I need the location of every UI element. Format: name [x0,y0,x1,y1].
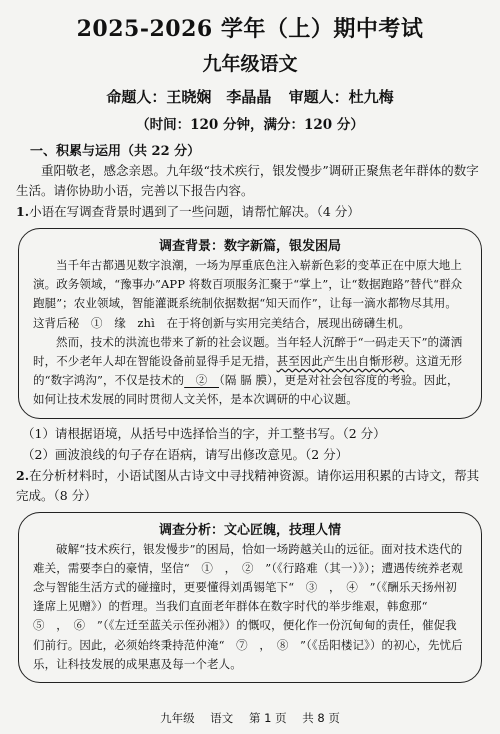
footer-grade: 九年级 [160,711,195,725]
page-footer [0,710,500,726]
text-segment: （隔 膈 膜），更是对社会包容度的考验。因此，如何让技术发展的同时贯彻人文关怀，是本次调研的中心议题。 [33,373,459,407]
question-2 [16,466,484,506]
survey-analysis-box [18,512,482,683]
subquestion-1: （1）请根据语境，从括号中选择恰当的字，并工整书写。（2 分） [22,425,386,441]
question-text: 小语在写调查背景时遇到了一些问题，请帮忙解决。（4 分） [29,204,360,219]
reviewer-info: 审题人：杜九梅 [288,88,394,106]
survey-background-box [18,228,482,419]
footer-subject: 语文 [210,711,234,725]
box-title: 调查分析：文心匠魄，技理人情 [158,522,341,538]
wavy-underlined-sentence: 甚至因此产生出自惭形秽 [276,354,405,369]
authors-line [16,86,484,107]
setter-info: 命题人：王晓娴 李晶晶 [106,88,272,106]
footer-page: 第 1 页 [248,711,287,725]
box-paragraph-2 [33,333,467,410]
footer-total: 共 8 页 [302,711,340,725]
text-segment: 然而，技术的洪流也带来了新的社会议题。当年轻人沉醉于“一码走天下”的潇洒时，不少老年人却在智能设备前显得手足无措， [33,334,463,369]
box-paragraph-1: 当千年古都遇见数字浪潮，一场为厚重底色注入崭新色彩的变革正在中原大地上演。政务领域，“豫事办”APP 将数百项服务汇聚于“掌上”，让“数据跑路”替代“群众跑腿”；农业领域，智能灌溉系统制依据数据“知天而作”，让每一滴水都物尽其用。这背后秘 ① 缘 zhì 在于将创新与实用完美结合，展现出磅礴生机。 [33,258,463,330]
question-text: 在分析材料时，小语试图从古诗文中寻找精神资源。请你运用积累的古诗文，帮其完成。（8 分） [16,467,480,503]
section-heading: 一、积累与运用（共 22 分） [30,144,201,159]
exam-title: 2025-2026 学年（上）期中考试 [76,16,424,42]
blank-2: ② [184,373,219,388]
time-info: （时间：120 分钟，满分：120 分） [136,117,364,133]
section-intro: 重阳敬老，感念亲恩。九年级“技术疾行，银发慢步”调研正聚焦老年群体的数字生活。请你协助小语，完善以下报告内容。 [16,163,479,198]
subquestion-2: （2）画波浪线的句子存在语病，请写出修改意见。（2 分） [22,446,349,462]
question-number: 2. [16,467,30,483]
exam-subtitle: 九年级语文 [202,53,298,75]
box-paragraph-1: 破解“技术疾行，银发慢步”的困局，恰如一场跨越关山的远征。面对技术迭代的难关，需要李白的豪情，坚信“ ① ， ② ”（《行路难（其一）》）；遭遇传统养老观念与智能生活方式的碰撞时，更要懂得刘禹锡笔下“ ③ ， ④ ”（《酬乐天扬州初逢席上见赠》）的哲理。当我们直面老年群体在数字时代的举步维艰，韩愈那“ ⑤ ， ⑥ ”（《左迁至蓝关示侄孙湘》）的慨叹，便化作一份沉甸甸的责任，催促我们前行。因此，必须始终秉持范仲淹“ ⑦ ， ⑧ ”（《岳阳楼记》）的初心，先忧后乐，让科技发展的成果惠及每一个老人。 [33,541,463,671]
box-title: 调查背景：数字新篇，银发困局 [158,239,341,254]
question-1 [16,202,484,222]
text-segment: 。这道无形的“数字鸿沟”，不仅是技术的 [33,354,463,388]
question-number: 1. [16,204,30,219]
